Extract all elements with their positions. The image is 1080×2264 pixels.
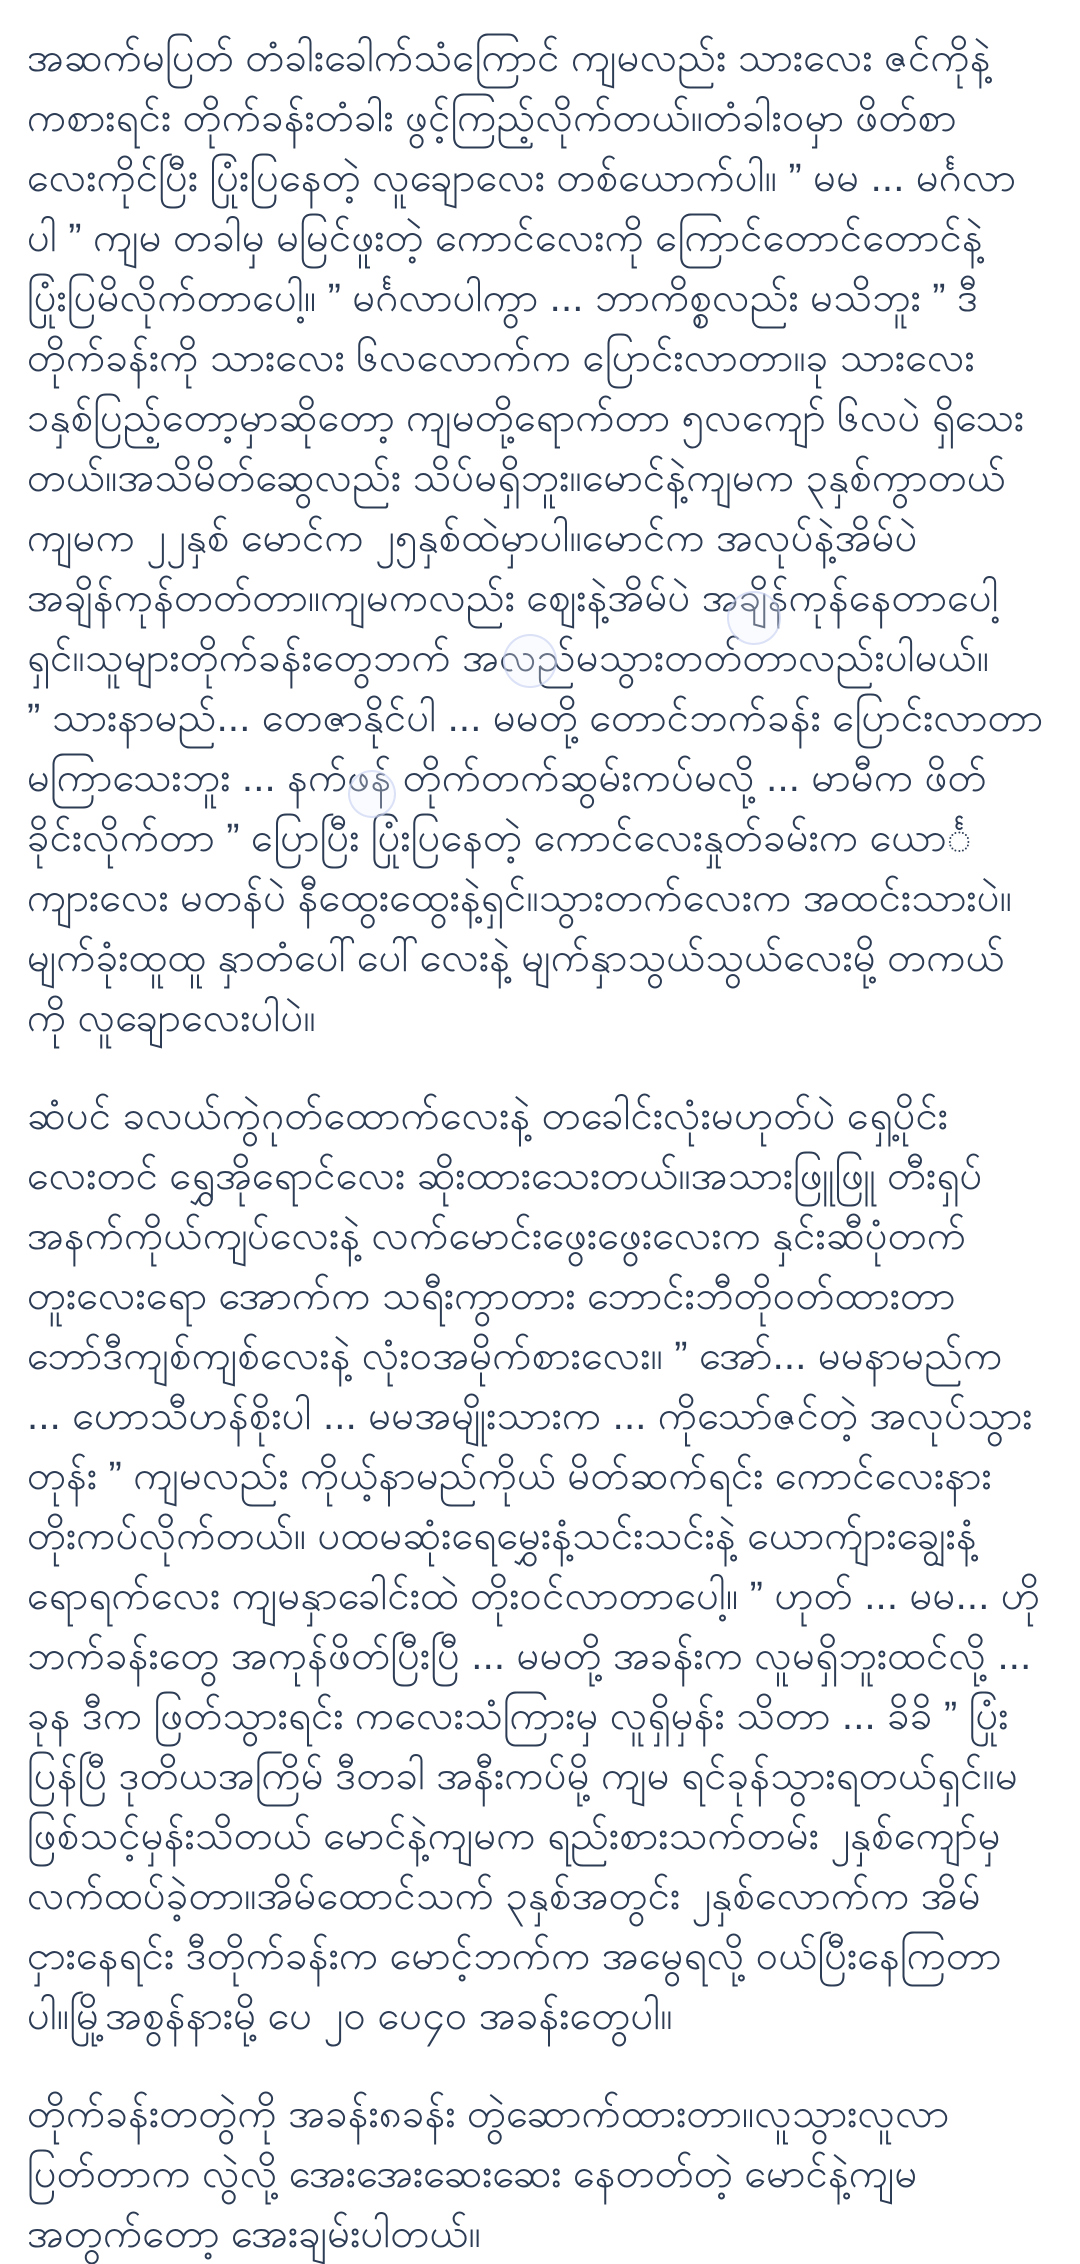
story-line: ရှင်။သူများတိုက်ခန်းတွေဘက် အလည်မသွားတတ်တာလည်းပါမယ်။ [27,636,990,680]
story-line: ဆံပင် ခလယ်ကွဲဂုတ်ထောက်လေးနဲ့ တခေါင်းလုံးမဟုတ်ပဲ ရှေ့ပိုင်း [27,1094,949,1138]
story-line: ကျမက ၂၂နှစ် မောင်က ၂၅နှစ်ထဲမှာပါ။မောင်က အလုပ်နဲ့အိမ်ပဲ [27,516,918,560]
story-paragraph-2 [27,1086,1056,2046]
story-line: ပြုံးပြမိလိုက်တာပေါ့။ ” မင်္ဂလာပါကွာ ... ဘာကိစ္စလည်း မသိဘူး ” ဒီ [27,276,979,320]
story-line: တူးလေးရော အောက်က သရီးကွာတား ဘောင်းဘီတိုဝတ်ထားတာ [27,1274,956,1318]
story-line: တယ်။အသိမိတ်ဆွေလည်း သိပ်မရှိဘူး။မောင်နဲ့ကျမက ၃နှစ်ကွာတယ် [27,456,1006,500]
story-paragraph-3 [27,2084,1056,2264]
story-line: ပါ ” ကျမ တခါမှ မမြင်ဖူးတဲ့ ကောင်လေးကို ကြောင်တောင်တောင်နဲ့ [27,216,983,260]
story-line: ကျားလေး မတန်ပဲ နီထွေးထွေးနဲ့ရှင်။သွားတက်လေးက အထင်းသားပဲ။ [27,876,1013,920]
story-line: အနက်ကိုယ်ကျပ်လေးနဲ့ လက်မောင်းဖွေးဖွေးလေးက နှင်းဆီပုံတက် [27,1214,967,1258]
story-line: တုန်း ” ကျမလည်း ကိုယ့်နာမည်ကိုယ် မိတ်ဆက်ရင်း ကောင်လေးနား [27,1454,992,1498]
story-line: အချိန်ကုန်တတ်တာ။ကျမကလည်း ဈေးနဲ့အိမ်ပဲ အချိန်ကုန်နေတာပေါ့ [27,576,999,620]
story-line: ခိုင်းလိုက်တာ ” ပြောပြီး ပြုံးပြနေတဲ့ ကောင်လေးနှုတ်ခမ်းက ယောင်္ [27,816,972,860]
story-line: ပြတ်တာက လွဲလို့ အေးအေးဆေးဆေး နေတတ်တဲ့ မောင်နဲ့ကျမ [27,2152,918,2196]
story-line: မကြာသေးဘူး ... နက်ဖန် တိုက်တက်ဆွမ်းကပ်မလို့ ... မာမီက ဖိတ် [27,756,987,800]
story-line: မျက်ခုံးထူထူ နှာတံပေါ်ပေါ်လေးနဲ့ မျက်နှာသွယ်သွယ်လေးမို့ တကယ် [27,936,1005,980]
story-line: တိုးကပ်လိုက်တယ်။ ပထမဆုံးရေမွှေးနံ့သင်းသင်းနဲ့ ယောက်ျားချွေးနံ့ [27,1514,977,1558]
story-line: ငှားနေရင်း ဒီတိုက်ခန်းက မောင့်ဘက်က အမွေရလို့ ဝယ်ပြီးနေကြတာ [27,1934,1002,1978]
story-line: လက်ထပ်ခဲ့တာ။အိမ်ထောင်သက် ၃နှစ်အတွင်း ၂နှစ်လောက်က အိမ် [27,1874,981,1918]
story-line: တိုက်ခန်းတတွဲကို အခန်း၈ခန်း တွဲဆောက်ထားတာ။လူသွားလူလာ [27,2092,950,2136]
story-line: တိုက်ခန်းကို သားလေး ၆လလောက်က ပြောင်းလာတာ။ခု သားလေး [27,336,975,380]
story-line: ကစားရင်း တိုက်ခန်းတံခါး ဖွင့်ကြည့်လိုက်တယ်။တံခါးဝမှာ ဖိတ်စာ [27,96,957,140]
story-line: လေးတင် ရွှေအိုရောင်လေး ဆိုးထားသေးတယ်။အသားဖြူဖြူ တီးရှပ် [27,1154,983,1198]
story-line: ဖြစ်သင့်မှန်းသိတယ် မောင်နဲ့ကျမက ရည်းစားသက်တမ်း ၂နှစ်ကျော်မှ [27,1814,1001,1858]
story-line: ကို လူချောလေးပါပဲ။ [27,996,316,1040]
story-line: ပြန်ပြီ ဒုတိယအကြိမ် ဒီတခါ အနီးကပ်မို့ ကျမ ရင်ခုန်သွားရတယ်ရှင်။မ [27,1754,1019,1798]
story-line: လေးကိုင်ပြီး ပြုံးပြနေတဲ့ လူချောလေး တစ်ယောက်ပါ။ ” မမ ... မင်္ဂလာ [27,156,1017,200]
story-line: ” သားနာမည်... တေဇာနိုင်ပါ ... မမတို့ တောင်ဘက်ခန်း ပြောင်းလာတာ [27,696,1044,740]
story-line: ခုန ဒီက ဖြတ်သွားရင်း ကလေးသံကြားမှ လူရှိမှန်း သိတာ ... ခိခိ ” ပြုံး [27,1694,1009,1738]
story-line: ... ဟောသီဟန်စိုးပါ ... မမအမျိုးသားက ... ကိုသော်ဇင်တဲ့ အလုပ်သွား [27,1394,1033,1438]
story-line: ရောရက်လေး ကျမနှာခေါင်းထဲ တိုးဝင်လာတာပေါ့။ ” ဟုတ် ... မမ... ဟို [27,1574,1041,1618]
story-line: အဆက်မပြတ် တံခါးခေါက်သံကြောင် ကျမလည်း သားလေး ဇင်ကိုနဲ့ [27,36,991,80]
story-line: ဘော်ဒီကျစ်ကျစ်လေးနဲ့ လုံးဝအမိုက်စားလေး။ ” အော်... မမနာမည်က [27,1334,1003,1378]
story-line-clipped: အတွက်တော့ အေးချမ်းပါတယ်။ [27,2212,481,2256]
story-line: ဘက်ခန်းတွေ အကုန်ဖိတ်ပြီးပြီ ... မမတို့ အခန်းက လူမရှိဘူးထင်လို့ ... [27,1634,1032,1678]
story-paragraph-1 [27,28,1056,1048]
story-line: ပါ။မြို့အစွန်နားမို့ ပေ ၂၀ ပေ၄၀ အခန်းတွေပါ။ [27,1994,673,2038]
story-line: ၁နှစ်ပြည့်တော့မှာဆိုတော့ ကျမတို့ရောက်တာ ၅လကျော် ၆လပဲ ရှိသေး [27,396,1025,440]
